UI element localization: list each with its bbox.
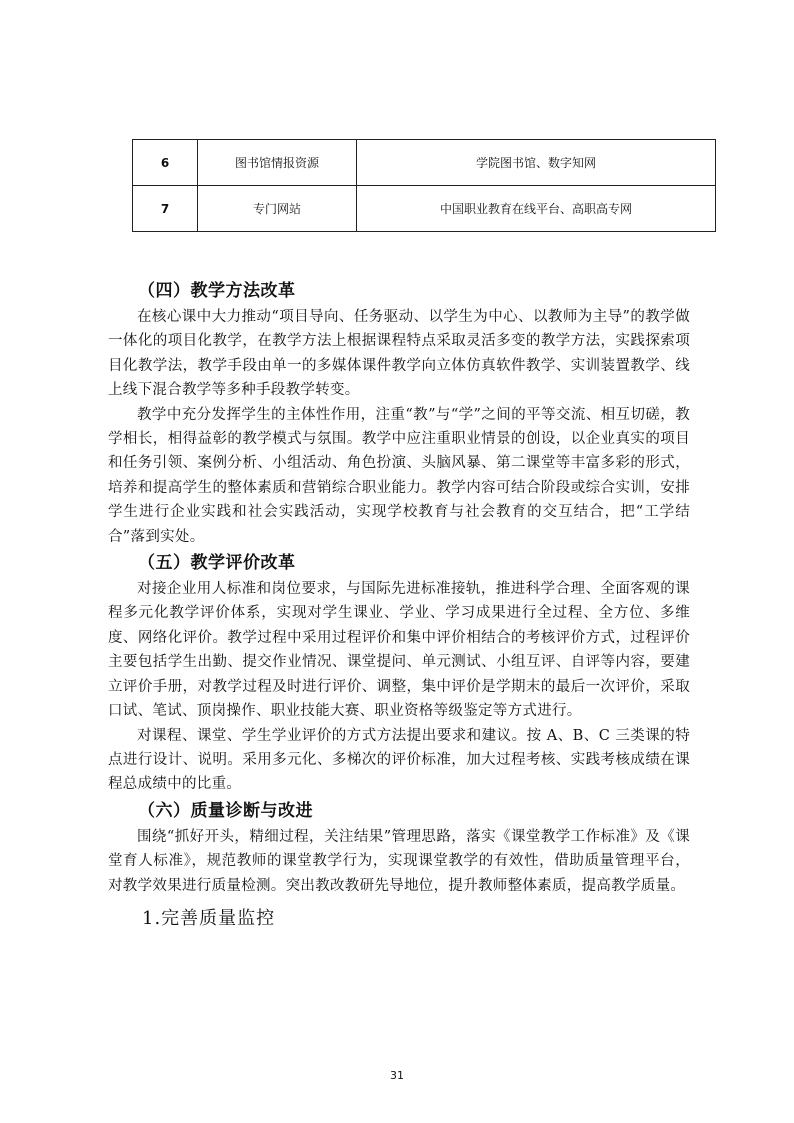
subsection-heading: 1.完善质量监控	[142, 907, 276, 929]
resource-source: 中国职业教育在线平台、高职高专网	[357, 186, 716, 232]
paragraph: 在核心课中大力推动“项目导向、任务驱动、以学生为中心、以教师为主导”的教学做一体化的项目化教学，在教学方法上根据课程特点采取灵活多变的教学方法，实践探索项目化教学法，教学手段由单一的多媒体课件教学向立体仿真软件教学、实训装置教学、线上线下混合教学等多种手段教学转变。	[108, 309, 690, 399]
paragraph: 对课程、课堂、学生学业评价的方式方法提出要求和建议。按 A、B、C 三类课的特点进行设计、说明。采用多元化、多梯次的评价标准，加大过程考核、实践考核成绩在课程总成绩中的比重。	[108, 727, 690, 793]
page-number: 31	[390, 1069, 404, 1082]
resource-type: 图书馆情报资源	[198, 140, 357, 186]
paragraph: 教学中充分发挥学生的主体性作用，注重“教”与“学”之间的平等交流、相互切磋，教学相长，相得益彰的教学模式与氛围。教学中应注重职业情景的创设，以企业真实的项目和任务引领、案例分析、小组活动、角色扮演、头脑风暴、第二课堂等丰富多彩的形式，培养和提高学生的整体素质和营销综合职业能力。教学内容可结合阶段或综合实训，安排学生进行企业实践和社会实践活动，实现学校教育与社会教育的交互结合，把“工学结合”落到实处。	[108, 406, 690, 545]
table-row	[133, 186, 716, 232]
resource-source: 学院图书馆、数字知网	[357, 140, 716, 186]
paragraph: 对接企业用人标准和岗位要求，与国际先进标准接轨，推进科学合理、全面客观的课程多元化教学评价体系，实现对学生课业、学业、学习成果进行全过程、全方位、多维度、网络化评价。教学过程中采用过程评价和集中评价相结合的考核评价方式，过程评价主要包括学生出勤、提交作业情况、课堂提问、单元测试、小组互评、自评等内容，要建立评价手册，对教学过程及时进行评价、调整，集中评价是学期末的最后一次评价，采取口试、笔试、顶岗操作、职业技能大赛、职业资格等级鉴定等方式进行。	[108, 581, 690, 720]
resource-type: 专门网站	[198, 186, 357, 232]
resource-table	[132, 139, 716, 232]
table-row	[133, 140, 716, 186]
paragraph: 围绕“抓好开头，精细过程，关注结果”管理思路，落实《课堂教学工作标准》及《课堂育人标准》，规范教师的课堂教学行为，实现课堂教学的有效性，借助质量管理平台，对教学效果进行质量检测。突出教改教研先导地位，提升教师整体素质，提高教学质量。	[108, 828, 690, 894]
section-heading-teaching-methods: （四）教学方法改革	[138, 281, 296, 301]
section-heading-evaluation: （五）教学评价改革	[138, 553, 296, 574]
row-number: 7	[133, 186, 198, 232]
document-body	[108, 277, 690, 934]
row-number: 6	[133, 140, 198, 186]
section-heading-quality: （六）质量诊断与改进	[138, 800, 313, 821]
